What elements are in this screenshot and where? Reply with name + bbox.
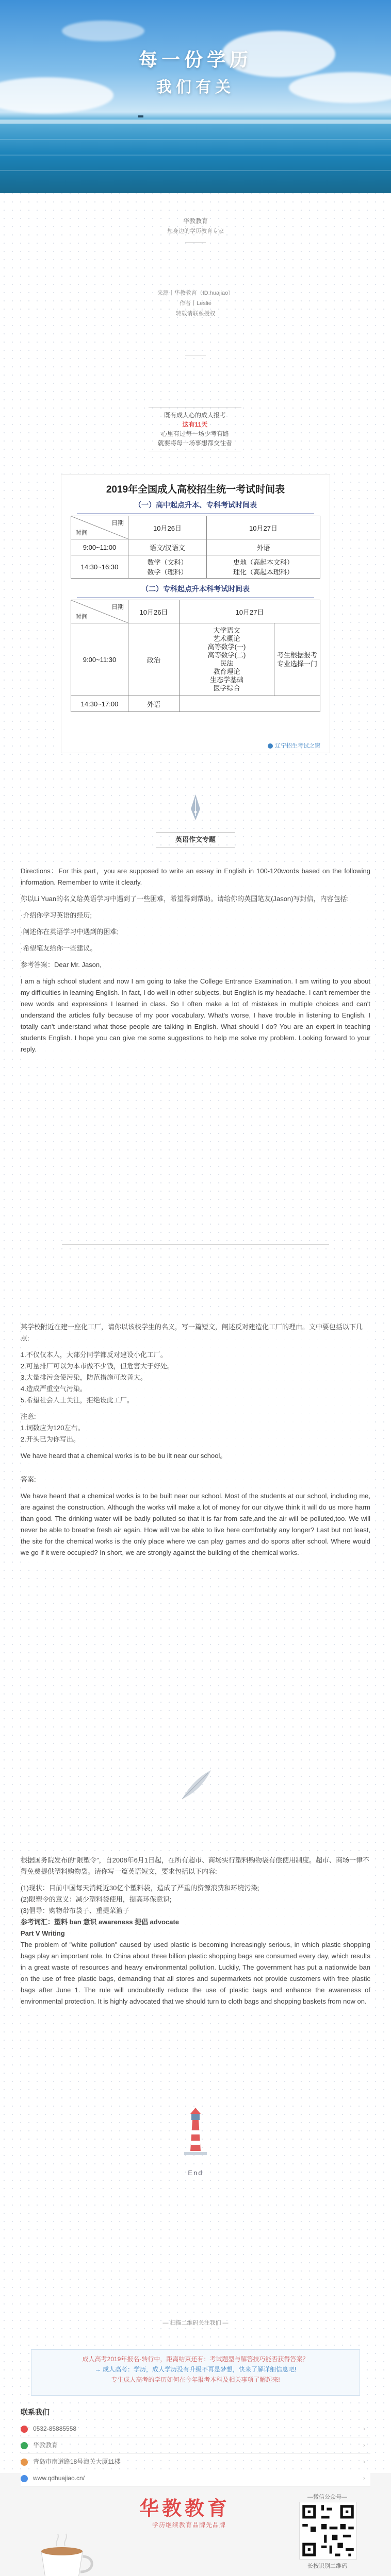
qr-code-icon[interactable] bbox=[299, 2502, 357, 2560]
table-cell-time: 14:30~17:00 bbox=[71, 696, 128, 712]
exam-section2-title: （二）专科起点升本科考试时间表 bbox=[77, 584, 314, 598]
contact-site-row[interactable] bbox=[21, 2470, 370, 2487]
essay1-point: ·介绍你学习英语的经历; bbox=[21, 911, 92, 919]
quote-block bbox=[149, 407, 241, 464]
essay3-prompt: 根据国务院发布的“限塑令”，自2008年6月1日起，在所有超市、商场实行塑料购物袋有偿使用制度。超市、商场一律不得免费提供塑料购物袋。请你写一篇英语短文，要求包括以下内容: bbox=[21, 1856, 370, 1875]
subject: 理化（高起本理科） bbox=[233, 568, 294, 576]
contact-phone: 0532-85885558 bbox=[33, 2425, 77, 2432]
contact-address: 青岛市南道路18号海关大厦11楼 bbox=[33, 2458, 121, 2465]
brand-name: 华教教育 bbox=[183, 217, 208, 225]
promo-links-box bbox=[31, 2349, 360, 2396]
footer-slogan: 学历继续教育品牌先品牌 bbox=[152, 2521, 226, 2529]
table-cell-time: 14:30~16:30 bbox=[71, 555, 128, 579]
essay2-answer: We have heard that a chemical works is to be built near our school. Most of the students at our school, including me, are against the construction. Although the works will make a lot of money for our city,we think it will do us more harm than good. The drinking water will be badly polluted so that it is far from safe,and the air will be polluted,too. We will never be able to breathe fresh air again. How will we be able to live here comfortably any longer? Last but not least, the site for the chemical works is the only place where we can play games and do sports after school. Where would we go if it were occupied? In short, we are strongly against the building of the chemical works. bbox=[21, 1492, 370, 1556]
editor-line: 转载请联系授权 bbox=[175, 311, 216, 317]
table-header-day1: 10月26日 bbox=[128, 600, 180, 623]
boat-shape bbox=[138, 115, 143, 117]
quote-line: 就要将每一场事想都交往者 bbox=[157, 439, 232, 447]
footer-logo: 华教教育 bbox=[139, 2497, 231, 2520]
feather-icon bbox=[178, 1767, 214, 1803]
promo-link[interactable]: → 成人高考：学历，成人学历没有升级不再是梦想，快来了解详细信息吧! bbox=[94, 2366, 297, 2373]
table-header-day2: 10月27日 bbox=[206, 516, 320, 539]
contact-phone-row[interactable] bbox=[21, 2420, 370, 2437]
diag-label-date: 日期 bbox=[111, 603, 124, 611]
table-cell-time: 9:00~11:00 bbox=[71, 539, 128, 555]
contact-address-row[interactable] bbox=[21, 2453, 370, 2470]
table-cell bbox=[128, 555, 207, 579]
subject: 生态学基础 bbox=[209, 676, 243, 684]
cloud bbox=[62, 21, 144, 41]
exam-schedule-image bbox=[61, 474, 330, 753]
table-cell: 政治 bbox=[128, 623, 180, 696]
fountain-pen-icon bbox=[188, 793, 203, 824]
subject: 大学语文 bbox=[213, 626, 240, 634]
chevron-right-icon: › bbox=[363, 2458, 365, 2465]
quote-rule-top bbox=[149, 407, 241, 408]
table-header-day2: 10月27日 bbox=[180, 600, 320, 623]
watermark-text: 辽宁招生考试之窗 bbox=[275, 743, 320, 749]
wave-line bbox=[0, 139, 391, 140]
subject: 数学（文科） bbox=[147, 558, 188, 566]
subject: 史地（高起本文科） bbox=[233, 558, 294, 566]
watermark bbox=[268, 741, 320, 750]
essay3-answer: The problem of "white pollution" caused by used plastic is becoming increasingly serious, in which plastic shopping bags play an important role. In China about three billion plastic shopping bags are consumed every day, which results in a great waste of resources and heavy environmental pollution. Luckily, The government has put a nationwide ban on the use of free plastic bags, demanding that all stores and supermarkets not provide customers with free plastic bags after June 1. The rule will undoubtedly reduce the use of plastic bags and enhance the awareness of environmental protection. It is highly advocated that we should turn to cloth bags and shopping baskets from now on. bbox=[21, 1941, 370, 2005]
essay2-points bbox=[21, 1349, 370, 1406]
table-cell-empty bbox=[180, 696, 320, 712]
diagonal-header-cell bbox=[71, 600, 128, 623]
chevron-right-icon: › bbox=[363, 2475, 365, 2482]
table-header-day1: 10月26日 bbox=[128, 516, 207, 539]
essay3-block bbox=[21, 1855, 370, 2012]
diag-label-date: 日期 bbox=[111, 519, 124, 527]
exam-table-section2 bbox=[71, 600, 320, 712]
essay1-point: ·阐述你在英语学习中遇到的困难; bbox=[21, 928, 119, 936]
essay1-prompt: 你以Li Yuan的名义给英语学习中遇到了一些困难，希望得到帮助。请给你的英国笔友(Jason)写封信，内容包括: bbox=[21, 895, 349, 903]
list-item: 5.希望社会人士关注，拒绝设此工厂。 bbox=[21, 1396, 134, 1404]
coffee-cup-icon bbox=[31, 2531, 103, 2576]
banner-title-line2: 我们有关 bbox=[156, 78, 235, 96]
essay1-answer: I am a high school student and now I am going to take the College Entrance Examination. I am writing to you about my difficulties in learning English. In fact, I do well in other subjects, but English is my headache. I can't remember the new words and expressions I learned in class. So I often make a lot of mistakes in multiple choices and can't understand the articles fully because of my poor vocabulary. What's worse, I have trouble in listening to English. I totally can't understand what those people are talking in English. What should I do? You are an expert in teaching students English. I hope you can give me some suggestions to help me solve my problem. Looking forward to your reply. bbox=[21, 977, 370, 1053]
qr-caption: 长按识别二维码 bbox=[307, 2563, 347, 2569]
list-item: 1.词数应为120左右。 bbox=[21, 1424, 85, 1432]
qr-title: —微信公众号— bbox=[307, 2494, 347, 2500]
wechat-icon bbox=[21, 2442, 28, 2449]
essay1-ref-label: 参考答案：Dear Mr. Jason, bbox=[21, 961, 102, 969]
subject: 数学（理科） bbox=[147, 568, 188, 576]
essay1-block bbox=[21, 866, 370, 1060]
essay1-point: ·希望笔友给你一些建议。 bbox=[21, 944, 97, 952]
divider bbox=[185, 242, 206, 243]
banner-title-line1: 每一份学历 bbox=[138, 49, 252, 71]
list-item: 1.不仅仅本人，大部分同学都反对建设小化工厂。 bbox=[21, 1351, 167, 1359]
table-cell bbox=[206, 555, 320, 579]
diag-label-time: 时间 bbox=[75, 613, 88, 620]
chevron-right-icon: › bbox=[363, 2425, 365, 2432]
exam-table-title: 2019年全国成人高校招生统一考试时间表 bbox=[106, 484, 285, 495]
essay2-block bbox=[21, 1321, 370, 1564]
subject: 艺术概论 bbox=[213, 635, 240, 642]
source-line: 来源丨华教教育（ID:huajiao） bbox=[157, 290, 234, 296]
quote-line: 既有成人心的成人报考 bbox=[164, 412, 226, 419]
list-item: (1)现状：目前中国每天消耗近30亿个塑料袋，造成了严重的资源浪费和环境污染; bbox=[21, 1884, 259, 1892]
subject: 民法 bbox=[220, 659, 234, 667]
essay3-part-title: Part V Writing bbox=[21, 1929, 65, 1937]
location-pin-icon bbox=[21, 2459, 28, 2466]
diagonal-header-cell bbox=[71, 516, 128, 539]
banner-image bbox=[0, 0, 391, 193]
table-cell: 语文/汉语文 bbox=[128, 539, 207, 555]
list-item: 3.大量排污会使污染，防范措施可改善大。 bbox=[21, 1374, 147, 1381]
essay2-ref-label: 答案: bbox=[21, 1476, 36, 1483]
subject-list-cell bbox=[180, 623, 274, 696]
globe-icon bbox=[21, 2475, 28, 2482]
contact-title: 联系我们 bbox=[21, 2408, 50, 2416]
quote-line: 心里有过每一场少考有路 bbox=[160, 430, 229, 437]
essay1-directions: Directions：For this part，you are supposed to write an essay in English in 100-120words based on the following information. Remember to write it clearly. bbox=[21, 867, 370, 886]
chevron-right-icon: › bbox=[363, 2442, 365, 2449]
table-cell: 外语 bbox=[128, 696, 180, 712]
diag-label-time: 时间 bbox=[75, 529, 88, 536]
essay2-prompt: 某学校附近在建一座化工厂，请你以该校学生的名义，写一篇短文，阐述反对建造化工厂的理由。文中要包括以下几点: bbox=[21, 1323, 363, 1342]
channel-text: — 扫描二维码关注我们 — bbox=[162, 2320, 229, 2326]
essay2-opening: We have heard that a chemical works is to be bu ilt near our school。 bbox=[21, 1452, 227, 1460]
divider bbox=[185, 355, 206, 356]
essay3-ref-label: 参考词汇：塑料 ban 意识 awareness 提倡 advocate bbox=[21, 1918, 180, 1926]
phone-icon bbox=[21, 2426, 28, 2433]
watermark-logo-icon bbox=[268, 743, 273, 749]
exam-section1-title: （一）高中起点升本、专科考试时间表 bbox=[77, 500, 314, 514]
quote-highlight: 这有11天 bbox=[182, 421, 208, 428]
list-item: 2.开头已为你写出。 bbox=[21, 1435, 80, 1443]
table-cell-time: 9:00~11:30 bbox=[71, 623, 128, 696]
list-item: (2)限塑令的意义：减少塑料袋使用，提高环保意识; bbox=[21, 1895, 172, 1903]
wave-line bbox=[0, 155, 391, 156]
end-text: End bbox=[188, 2169, 203, 2177]
section-label: 英语作文专题 bbox=[156, 832, 235, 848]
promo-link[interactable]: 成人高考2019年报名-转行中，距离结束还有：考试题型与解答技巧能否获得答案？ bbox=[82, 2355, 309, 2363]
subject: 医学综合 bbox=[213, 684, 240, 692]
table-cell: 外语 bbox=[206, 539, 320, 555]
author-line: 作者丨Leslie bbox=[180, 300, 211, 307]
lighthouse-icon bbox=[180, 2105, 211, 2161]
subject: 高等数学(二) bbox=[207, 651, 246, 659]
list-item: (3)倡导：购物带布袋子、重提菜篮子 bbox=[21, 1907, 129, 1914]
subject: 教育理论 bbox=[213, 668, 240, 675]
contact-wechat-row[interactable] bbox=[21, 2437, 370, 2454]
contact-site: www.qdhuajiao.cn/ bbox=[33, 2475, 85, 2482]
list-item: 2.可量排厂可以为本市做不少钱，但危害大于好处。 bbox=[21, 1362, 174, 1370]
divider bbox=[62, 1244, 329, 1245]
contact-wechat: 华教教育 bbox=[33, 2442, 58, 2449]
exam-table-section1 bbox=[71, 516, 320, 579]
promo-link[interactable]: 专生成人高考的学历如何在今年报考本科及相关事项了解起来! bbox=[111, 2376, 280, 2383]
list-item: 4.造成严重空气污染。 bbox=[21, 1385, 87, 1393]
wave-line bbox=[0, 170, 391, 171]
table-cell-choice: 考生根据报考专业选择一门 bbox=[274, 623, 320, 696]
sea-horizon bbox=[0, 120, 391, 124]
subject: 高等数学(一) bbox=[207, 643, 246, 651]
notes-title: 注意: bbox=[21, 1413, 36, 1420]
brand-subtitle: 您身边的学历教育专家 bbox=[167, 228, 224, 234]
